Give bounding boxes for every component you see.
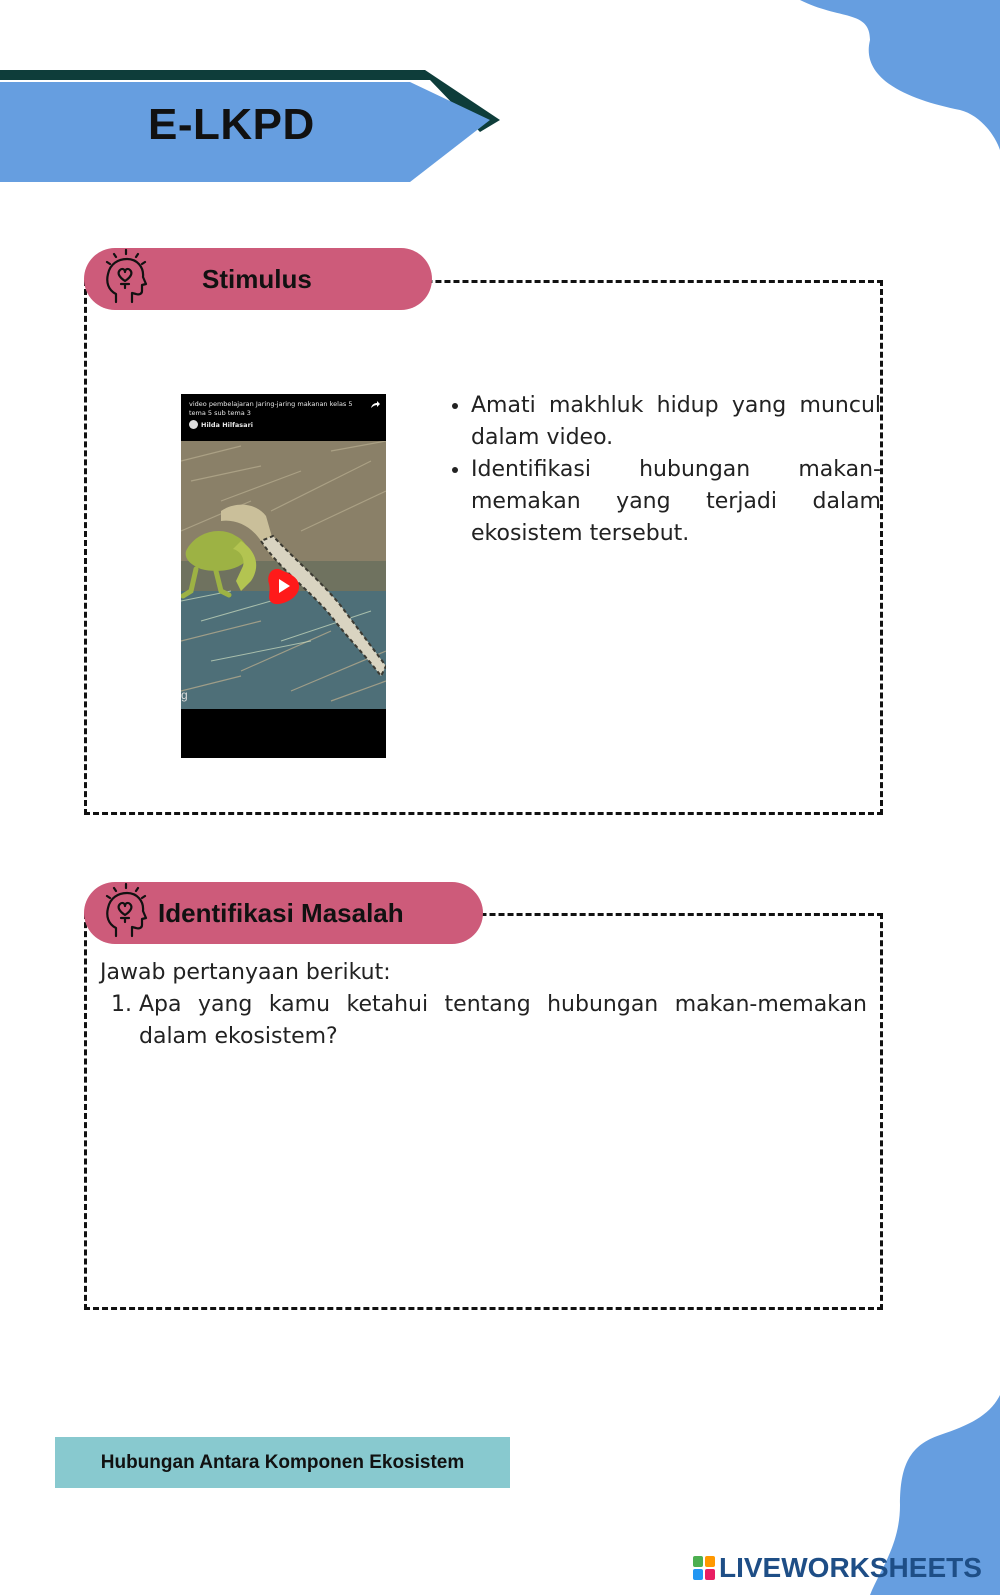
- video-player[interactable]: [181, 394, 386, 758]
- svg-text:g: g: [181, 688, 188, 702]
- identifikasi-title: Identifikasi Masalah: [158, 897, 404, 928]
- video-channel: Hilda Hilfasari: [201, 421, 253, 429]
- question-intro: Jawab pertanyaan berikut:: [100, 960, 391, 985]
- video-title: video pembelajaran Jaring-jaring makanan kelas 5 tema 5 sub tema 3: [189, 400, 353, 417]
- topic-footer-tag: [55, 1437, 510, 1488]
- identifikasi-header-pill: [84, 882, 483, 944]
- question-item: 1. Apa yang kamu ketahui tentang hubungan makan-memakan dalam ekosistem?: [139, 989, 867, 1053]
- play-icon[interactable]: [265, 566, 301, 606]
- head-idea-icon: [98, 882, 152, 944]
- share-icon[interactable]: [370, 399, 380, 409]
- channel-avatar: [189, 420, 198, 429]
- list-item: • Identifikasi hubungan makan-memakan yang terjadi dalam ekosistem tersebut.: [471, 454, 881, 550]
- question-list: [112, 989, 867, 1053]
- decorative-blob-top: [780, 0, 1000, 150]
- list-item: • Amati makhluk hidup yang muncul dalam video.: [471, 390, 881, 454]
- watermark-text: LIVEWORKSHEETS: [719, 1552, 982, 1583]
- head-idea-icon: [98, 248, 152, 310]
- liveworksheets-logo-icon: [693, 1556, 715, 1580]
- stimulus-instructions: [445, 390, 881, 550]
- stimulus-title: Stimulus: [202, 263, 312, 294]
- topic-label: Hubungan Antara Komponen Ekosistem: [100, 1451, 465, 1473]
- page-title: E-LKPD: [148, 100, 315, 149]
- liveworksheets-watermark: [693, 1552, 982, 1584]
- stimulus-header-pill: [84, 248, 432, 310]
